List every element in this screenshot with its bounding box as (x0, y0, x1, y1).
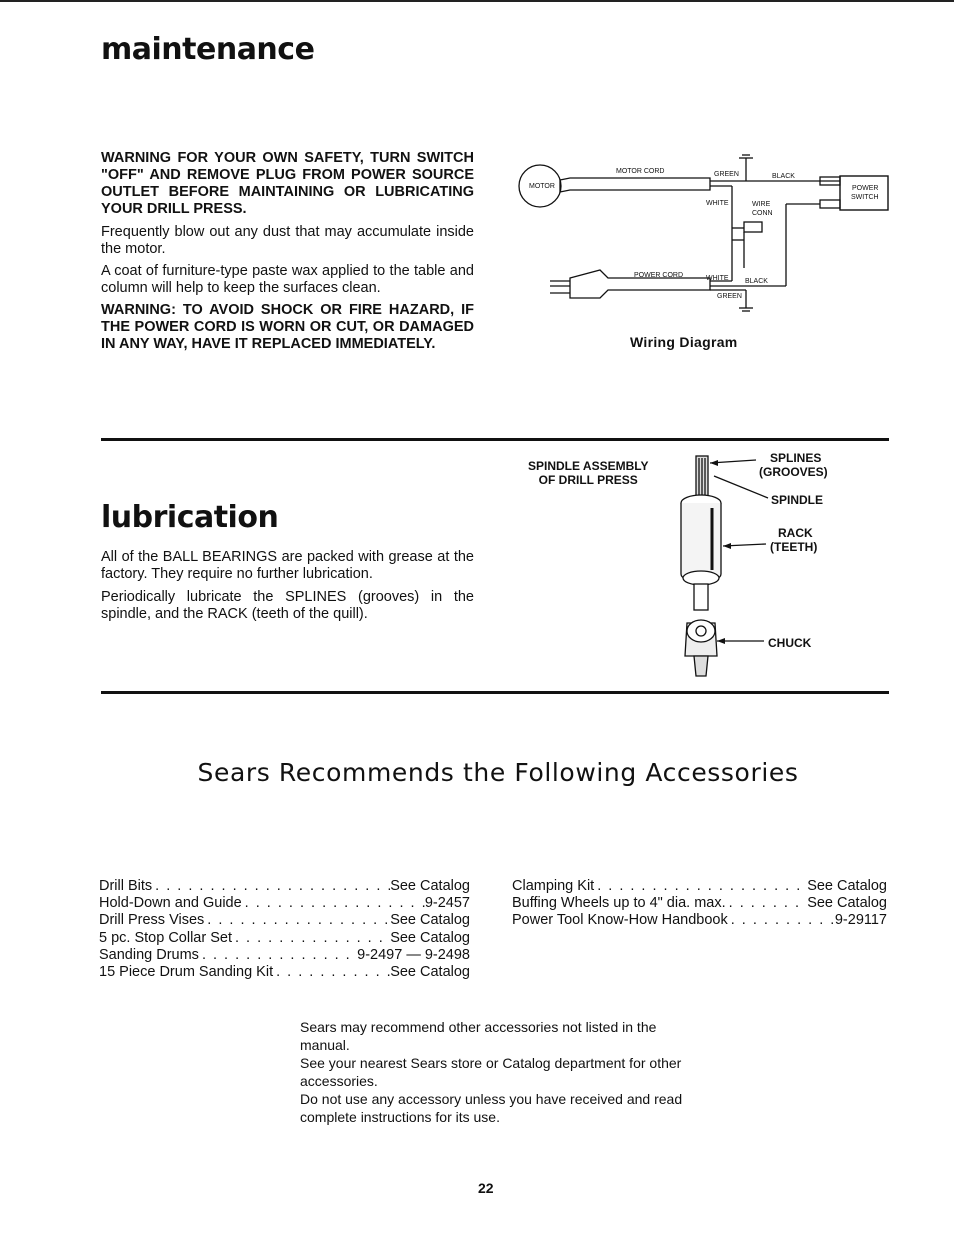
label-black-top: BLACK (772, 173, 795, 180)
maintenance-heading: maintenance (101, 32, 315, 67)
leader-dots (594, 878, 807, 895)
accessory-row (99, 964, 470, 981)
leader-dots (273, 964, 390, 981)
accessory-name: Drill Press Vises (99, 912, 205, 929)
label-green-bottom: GREEN (717, 293, 742, 300)
wiring-diagram (510, 148, 895, 328)
leader-dots (728, 912, 835, 929)
accessory-name: Drill Bits (99, 878, 153, 894)
accessory-name: Clamping Kit (512, 878, 595, 894)
label-chuck: CHUCK (768, 636, 812, 650)
spindle-caption-line2: OF DRILL PRESS (538, 473, 638, 487)
accessory-row (99, 930, 470, 947)
page-number: 22 (478, 1180, 494, 1196)
accessory-name: Buffing Wheels up to 4" dia. max. (512, 895, 726, 912)
accessory-value: See Catalog (390, 878, 470, 894)
leader-dots (199, 947, 357, 964)
wiring-diagram-caption: Wiring Diagram (630, 334, 738, 350)
spindle-end (694, 584, 708, 610)
accessories-list-left (99, 878, 470, 981)
label-splines-1: SPLINES (770, 451, 822, 465)
note-nearest-store: See your nearest Sears store or Catalog department for other accessories. (300, 1055, 682, 1089)
accessory-row (512, 912, 887, 929)
accessory-name: Power Tool Know-How Handbook (512, 912, 728, 929)
label-power-cord: POWER CORD (634, 272, 683, 279)
label-power-switch-2: SWITCH (851, 194, 879, 201)
lubrication-heading: lubrication (101, 500, 279, 535)
spindle-caption-line1: SPINDLE ASSEMBLY (528, 459, 649, 473)
maintenance-para-wax: A coat of furniture-type paste wax applied to the table and column will help to keep the surfaces clean. (101, 263, 474, 296)
accessory-name: Sanding Drums (99, 946, 199, 963)
quill (681, 503, 721, 582)
accessory-notes (300, 1019, 692, 1127)
label-splines-2: (GROOVES) (759, 465, 828, 479)
shock-warning: WARNING: TO AVOID SHOCK OR FIRE HAZARD, IF THE POWER CORD IS WORN OR CUT, OR DAMAGED IN ANY WAY, HAVE IT REPLACED IMMEDIATELY. (101, 302, 474, 352)
lubrication-text (101, 549, 474, 628)
leader-dots (726, 895, 808, 912)
accessory-value: See Catalog (390, 964, 470, 981)
accessories-list-right (512, 878, 887, 930)
spindle-arrow (714, 476, 768, 498)
section-divider-2 (101, 691, 889, 694)
accessory-row (99, 878, 470, 895)
spindle-assembly-figure (670, 448, 850, 683)
leader-dots (232, 930, 390, 947)
label-spindle: SPINDLE (771, 493, 824, 507)
label-splines (770, 451, 821, 465)
label-rack-1: RACK (778, 526, 813, 540)
accessory-value: See Catalog (390, 929, 470, 946)
label-wire-conn-2: CONN (752, 210, 773, 217)
power-switch-box (840, 176, 888, 210)
accessory-row (512, 878, 887, 895)
wire-connector (744, 222, 762, 232)
section-divider-1 (101, 438, 889, 441)
label-power-switch-1: POWER (852, 185, 879, 192)
accessory-value: 9-2497 — 9-2498 (357, 946, 470, 963)
accessory-row (99, 947, 470, 964)
safety-warning: WARNING FOR YOUR OWN SAFETY, TURN SWITCH "OFF" AND REMOVE PLUG FROM POWER SOURCE OUTLET BEFORE MAINTAINING OR LUBRICATING YOUR DRILL PRESS. (101, 150, 474, 217)
lubrication-para-bearings: All of the BALL BEARINGS are packed with grease at the factory. They require no further lubrication. (101, 549, 474, 582)
label-wire-conn-1: WIRE (752, 201, 771, 208)
note-instructions: Do not use any accessory unless you have received and read complete instructions for its use. (300, 1091, 683, 1125)
accessories-heading: Sears Recommends the Following Accessories (197, 758, 799, 787)
label-white-top: WHITE (706, 200, 729, 207)
note-recommend: Sears may recommend other accessories not listed in the manual. (300, 1019, 657, 1053)
accessory-name: 15 Piece Drum Sanding Kit (99, 964, 274, 981)
accessory-value: 9-2457 (424, 895, 470, 912)
maintenance-para-dust: Frequently blow out any dust that may accumulate inside the motor. (101, 224, 474, 257)
label-green-top: GREEN (714, 171, 739, 178)
maintenance-text (101, 150, 474, 359)
accessory-name: 5 pc. Stop Collar Set (99, 929, 232, 946)
lubrication-para-splines: Periodically lubricate the SPLINES (grooves) in the spindle, and the RACK (teeth of the quill). (101, 589, 474, 622)
accessory-row (99, 912, 470, 929)
spindle-caption (528, 459, 648, 487)
accessory-value: 9-29117 (834, 912, 887, 929)
accessory-value: See Catalog (390, 912, 470, 929)
leader-dots (152, 878, 390, 895)
label-white-bottom: WHITE (706, 275, 729, 282)
label-motor: MOTOR (529, 183, 555, 190)
accessory-row (99, 895, 470, 912)
accessory-value: See Catalog (807, 878, 887, 894)
accessory-row (512, 895, 887, 912)
accessory-value: See Catalog (807, 895, 887, 912)
accessory-name: Hold-Down and Guide (99, 895, 242, 912)
label-motor-cord: MOTOR CORD (616, 168, 665, 175)
top-rule (0, 0, 954, 2)
label-rack-2: (TEETH) (770, 540, 818, 554)
label-black-bottom: BLACK (745, 278, 768, 285)
leader-dots (204, 912, 390, 929)
leader-dots (242, 895, 425, 912)
